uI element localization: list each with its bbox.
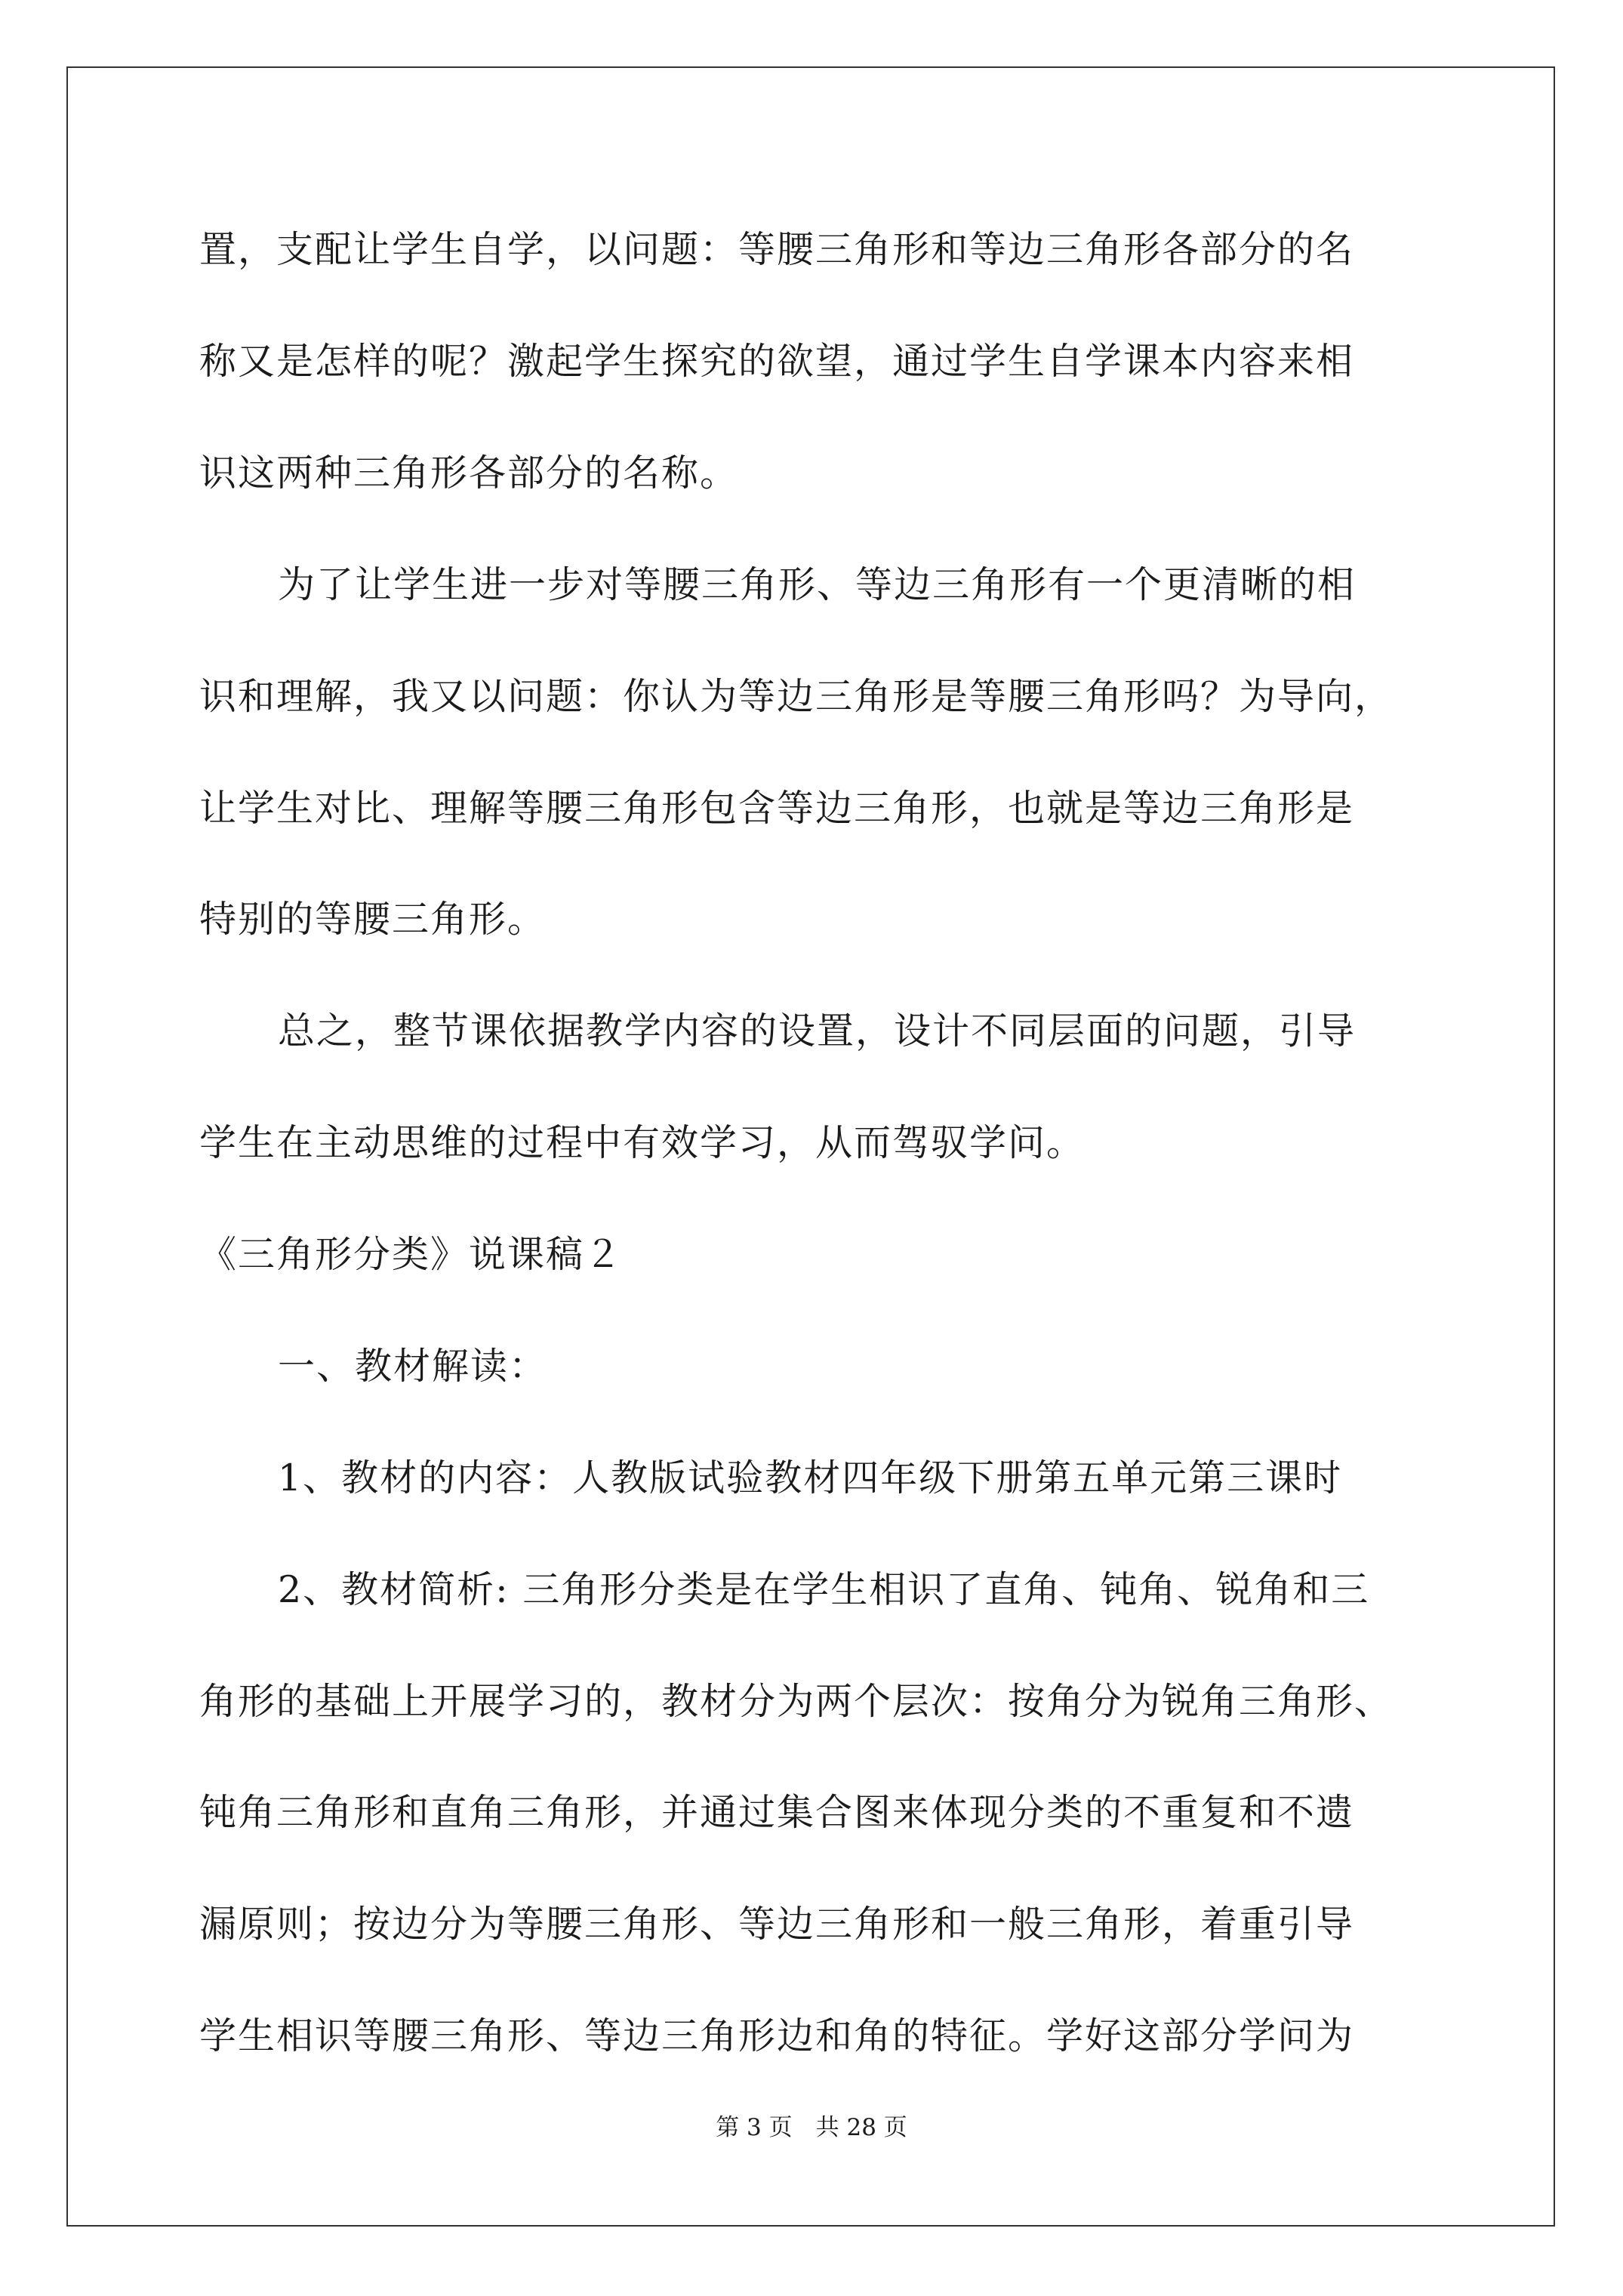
item-2-line-5: 学生相识等腰三角形、等边三角形边和角的特征。学好这部分学问为: [199, 2014, 1355, 2057]
page-number-footer: 第 3 页 共 28 页: [716, 2114, 907, 2141]
paragraph-2-line-4: 特别的等腰三角形。: [199, 898, 547, 941]
paragraph-2-line-1: 为了让学生进一步对等腰三角形、等边三角形有一个更清晰的相: [278, 563, 1357, 606]
subsection-title: 一、教材解读：: [278, 1345, 548, 1388]
paragraph-1-line-3: 识这两种三角形各部分的名称。: [199, 451, 739, 495]
paragraph-2-line-2: 识和理解，我又以问题：你认为等边三角形是等腰三角形吗？为导向，: [199, 675, 1394, 718]
item-2-line-1: 2、教材简析: 三角形分类是在学生相识了直角、钝角、锐角和三: [278, 1568, 1370, 1611]
paragraph-2-line-3: 让学生对比、理解等腰三角形包含等边三角形，也就是等边三角形是: [199, 787, 1355, 830]
item-2-line-3: 钝角三角形和直角三角形，并通过集合图来体现分类的不重复和不遗: [199, 1791, 1355, 1834]
item-1: 1、教材的内容：人教版试验教材四年级下册第五单元第三课时: [278, 1456, 1343, 1499]
section-title: 《三角形分类》说课稿２: [199, 1233, 624, 1276]
item-2-line-4: 漏原则；按边分为等腰三角形、等边三角形和一般三角形，着重引导: [199, 1903, 1355, 1946]
paragraph-1-line-2: 称又是怎样的呢？激起学生探究的欲望，通过学生自学课本内容来相: [199, 340, 1355, 383]
paragraph-1-line-1: 置，支配让学生自学，以问题：等腰三角形和等边三角形各部分的名: [199, 228, 1355, 271]
paragraph-3-line-1: 总之，整节课依据教学内容的设置，设计不同层面的问题，引导: [278, 1009, 1357, 1052]
item-2-line-2: 角形的基础上开展学习的，教材分为两个层次：按角分为锐角三角形、: [199, 1680, 1394, 1723]
paragraph-3-line-2: 学生在主动思维的过程中有效学习，从而驾驭学问。: [199, 1121, 1086, 1164]
